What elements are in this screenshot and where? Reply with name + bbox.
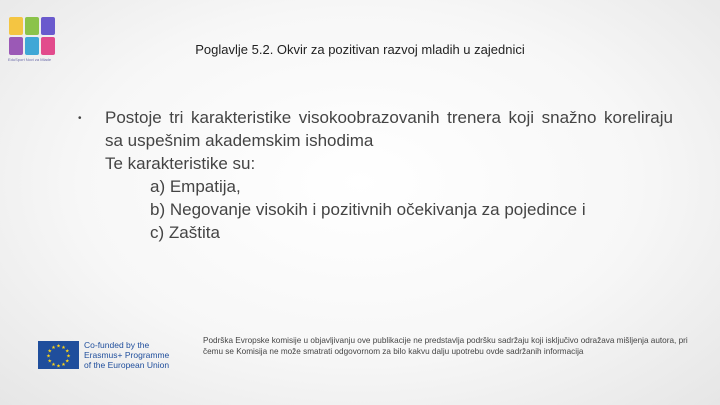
list-item-c: c) Zaštita [150,223,220,242]
svg-text:★: ★ [56,363,61,369]
bullet-marker: • [78,113,82,124]
svg-text:★: ★ [51,344,56,351]
slide-content [105,106,673,244]
svg-text:★: ★ [61,344,66,351]
svg-text:★: ★ [66,353,71,360]
list-item-a: a) Empatija, [150,177,241,196]
list-item-b: b) Negovanje visokih i pozitivnih očekivanja za pojedince i [150,200,586,219]
eu-cofunded-text [84,340,184,370]
main-paragraph: Postoje tri karakteristike visokoobrazovanih trenera koji snažno koreliraju sa uspešnim akademskim ishodima [105,108,673,150]
logo-tile [9,17,23,35]
logo-tile [41,17,55,35]
eu-flag-icon [38,341,79,369]
svg-text:★: ★ [64,358,70,365]
list-intro: Te karakteristike su: [105,154,256,173]
svg-text:★: ★ [64,348,70,355]
svg-text:★: ★ [47,348,53,355]
slide-title: Poglavlje 5.2. Okvir za pozitivan razvoj mladih u zajednici [195,42,525,57]
svg-text:★: ★ [61,362,66,368]
svg-text:★: ★ [56,343,61,350]
disclaimer-text: Podrška Evropske komisije u objavljivanju ove publikacije ne predstavlja podršku sadržaju koji isključivo odražava mišljenja autora, pri čemu se Komisija ne može smatrati odgovornom za bilo kakvu dalju upotrebu ovde sadržanih informacija [203,336,688,356]
logo-tile [25,17,39,35]
svg-text:★: ★ [46,353,51,360]
eu-line: Co-funded by the [84,340,150,350]
svg-text:★: ★ [51,362,56,368]
eu-line: Erasmus+ Programme [84,350,170,360]
logo-caption: EduSport Novi za Mlade [8,57,52,62]
eu-line: of the European Union [84,360,170,370]
svg-text:★: ★ [47,358,53,365]
